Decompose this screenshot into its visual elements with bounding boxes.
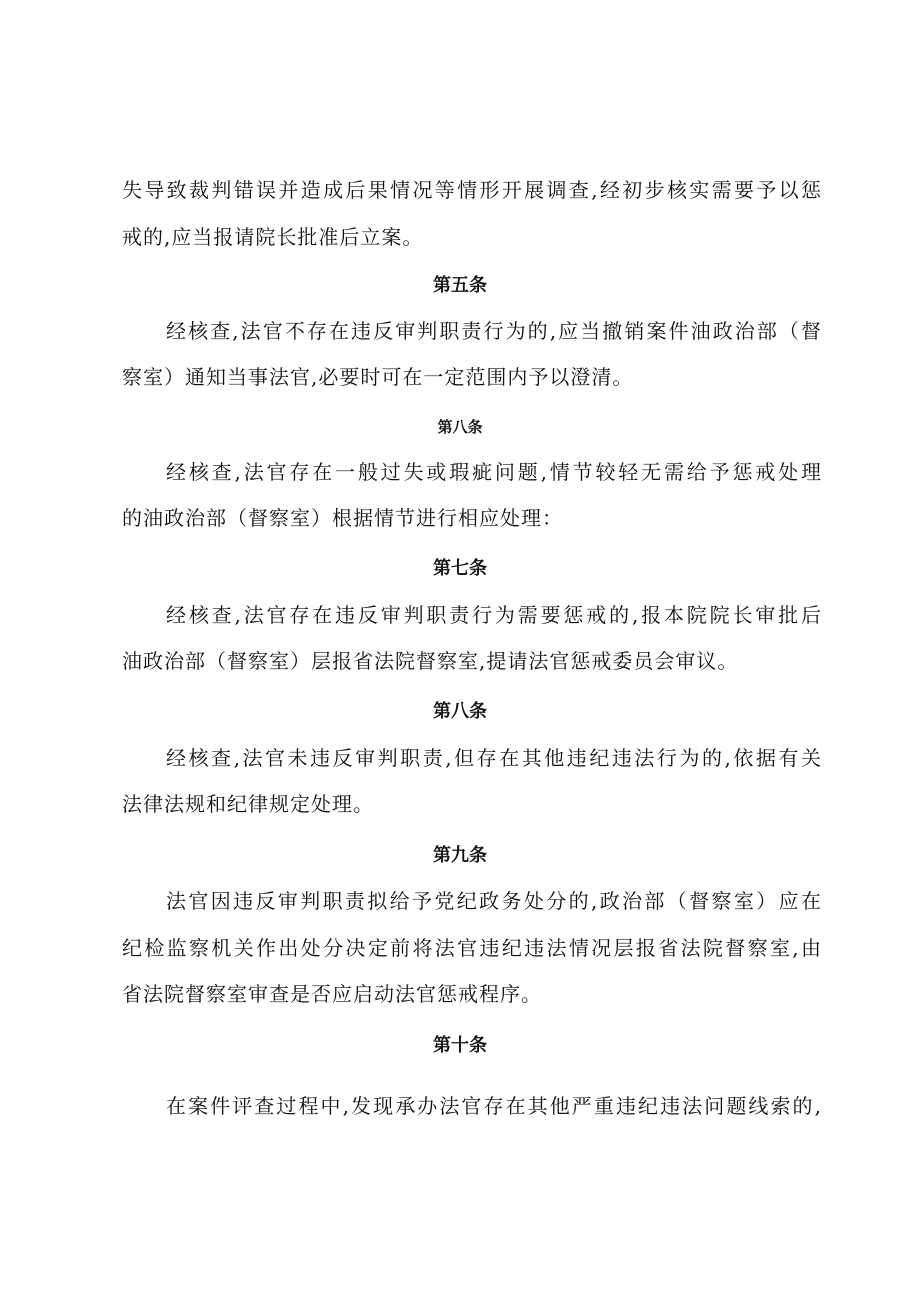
paragraph-line: 法律法规和纪律规定处理。: [122, 792, 374, 816]
article-heading: 第七条: [433, 558, 487, 579]
paragraph-line: 纪检监察机关作出处分决定前将法官违纪违法情况层报省法院督察室,由: [122, 936, 822, 960]
paragraph-line: 经核查,法官不存在违反审判职责行为的,应当撤销案件油政治部（督: [166, 319, 822, 343]
article-heading: 第五条: [433, 275, 487, 296]
paragraph-line: 油政治部（督察室）层报省法院督察室,提请法官惩戒委员会审议。: [122, 649, 739, 673]
paragraph-line: 省法院督察室审查是否应启动法官惩戒程序。: [122, 982, 542, 1006]
paragraph-line: 经核查,法官存在一般过失或瑕疵问题,情节较轻无需给予惩戒处理: [166, 460, 822, 484]
paragraph-line: 察室）通知当事法官,必要时可在一定范围内予以澄清。: [122, 365, 634, 389]
paragraph-line: 失导致裁判错误并造成后果情况等情形开展调查,经初步核实需要予以惩: [122, 178, 822, 202]
article-heading: 第八条: [433, 701, 487, 722]
paragraph-line: 法官因违反审判职责拟给予党纪政务处分的,政治部（督察室）应在: [166, 889, 822, 913]
paragraph-line: 的油政治部（督察室）根据情节进行相应处理：: [122, 506, 563, 530]
article-heading: 第九条: [433, 845, 487, 866]
paragraph-line: 经核查,法官未违反审判职责,但存在其他违纪违法行为的,依据有关: [166, 746, 822, 770]
paragraph-line: 经核查,法官存在违反审判职责行为需要惩戒的,报本院院长审批后: [166, 603, 822, 627]
article-heading: 第十条: [433, 1035, 487, 1056]
paragraph-line: 在案件评查过程中,发现承办法官存在其他严重违纪违法问题线索的,: [166, 1094, 822, 1118]
paragraph-line: 戒的,应当报请院长批准后立案。: [122, 225, 424, 249]
article-heading: 第八条: [437, 418, 483, 436]
